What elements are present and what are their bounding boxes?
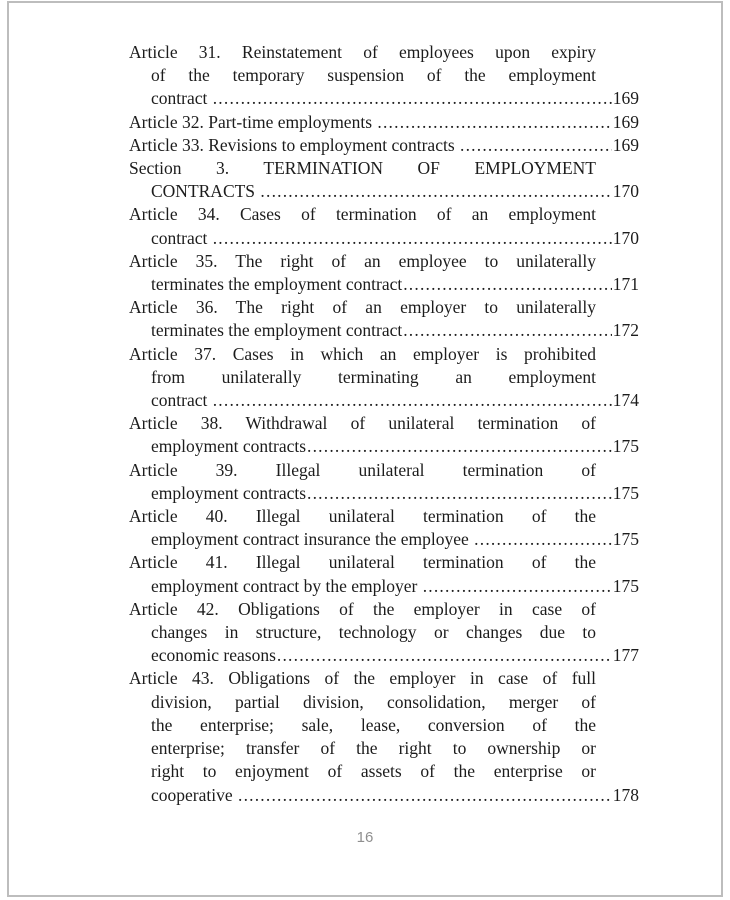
dot-leader: [307, 435, 612, 458]
toc-entry-line: changes in structure, technology or changes due to: [151, 622, 596, 643]
toc-entry-text: Article 33. Revisions to employment contracts: [129, 134, 460, 155]
toc-entry-line: Article 43. Obligations of the employer in case of full: [129, 668, 596, 689]
toc-entry-lastline: [129, 644, 639, 667]
toc-entry-text: terminates the employment contract: [151, 320, 403, 341]
toc-entry-line: division, partial division, consolidation, merger of: [151, 691, 596, 712]
toc-entry-text: terminates the employment contract: [151, 274, 403, 295]
toc-entry-text: employment contract insurance the employee: [151, 529, 474, 550]
toc-entry-text: Article 32. Part-time employments: [129, 111, 377, 132]
page-number-footer: 16: [356, 829, 374, 846]
toc-entry: [129, 134, 639, 157]
toc-page-number: 171: [612, 274, 639, 295]
toc-entry-line: Article 41. Illegal unilateral termination of the: [129, 552, 596, 573]
toc-entry-lastline: [129, 528, 639, 551]
document-page: [7, 1, 723, 897]
toc-entry: [129, 296, 639, 342]
toc-entry-line: Article 31. Reinstatement of employees upon expiry: [129, 42, 596, 62]
toc-entry-lastline: [129, 87, 639, 110]
dot-leader: [213, 389, 612, 412]
toc-entry-lastline: [129, 273, 639, 296]
toc-entry-lastline: [129, 482, 639, 505]
dot-leader: [238, 784, 612, 807]
toc-entry-lastline: [129, 784, 639, 807]
dot-leader: [403, 319, 612, 342]
toc-page-number: 175: [612, 482, 639, 503]
toc-entry-lastline: [129, 435, 639, 458]
toc-entry: [129, 41, 639, 111]
toc-entry: [129, 343, 639, 413]
toc-entry: [129, 157, 639, 203]
toc-entry-line: Article 42. Obligations of the employer in case of: [129, 598, 596, 619]
toc-entry-lastline: [129, 319, 639, 342]
toc-entry-text: employment contracts: [151, 482, 307, 503]
toc-entry: [129, 598, 639, 668]
toc-entry-line: Article 39. Illegal unilateral termination of: [129, 459, 596, 480]
dot-leader: [213, 87, 612, 110]
toc-page-number: 170: [612, 181, 639, 202]
toc-entry-text: contract: [151, 88, 212, 109]
dot-leader: [260, 180, 611, 203]
toc-entry-text: cooperative: [151, 784, 237, 805]
dot-leader: [403, 273, 612, 296]
toc-page-number: 172: [612, 320, 639, 341]
toc-page-number: 175: [612, 436, 639, 457]
toc-entry-text: contract: [151, 227, 212, 248]
toc-entry-line: right to enjoyment of assets of the enterprise or: [151, 761, 596, 782]
dot-leader: [460, 134, 612, 157]
toc-entry-lastline: [129, 575, 639, 598]
toc-entry: [129, 551, 639, 597]
dot-leader: [277, 644, 612, 667]
toc-page-number: 170: [612, 227, 639, 248]
toc-entry: [129, 667, 639, 806]
dot-leader: [377, 111, 611, 134]
toc-page-number: 174: [612, 390, 639, 411]
dot-leader: [474, 528, 612, 551]
toc-entry-line: the enterprise; sale, lease, conversion of the: [151, 714, 596, 735]
toc-entry-lastline: [129, 389, 639, 412]
toc-entry-line: from unilaterally terminating an employment: [151, 366, 596, 387]
toc-entry-line: Article 36. The right of an employer to unilaterally: [129, 297, 596, 318]
toc-entry: [129, 203, 639, 249]
toc-page-number: 175: [612, 529, 639, 550]
table-of-contents: [129, 41, 639, 807]
toc-page-number: 169: [612, 88, 639, 109]
toc-entry-text: CONTRACTS: [151, 181, 260, 202]
toc-entry: [129, 250, 639, 296]
toc-entry-line: Article 35. The right of an employee to unilaterally: [129, 250, 596, 271]
toc-entry-line: Article 37. Cases in which an employer is prohibited: [129, 343, 596, 364]
toc-entry-text: economic reasons: [151, 645, 276, 666]
toc-page-number: 177: [612, 645, 639, 666]
toc-entry-line: Article 38. Withdrawal of unilateral termination of: [129, 413, 596, 434]
toc-entry-lastline: [129, 180, 639, 203]
toc-entry: [129, 459, 639, 505]
toc-entry: [129, 412, 639, 458]
dot-leader: [423, 575, 612, 598]
toc-entry-lastline: [129, 227, 639, 250]
toc-page-number: 169: [612, 111, 639, 132]
toc-entry: [129, 111, 639, 134]
toc-entry-line: of the temporary suspension of the employment: [151, 65, 596, 86]
dot-leader: [307, 482, 612, 505]
toc-entry-line: enterprise; transfer of the right to ownership or: [151, 738, 596, 759]
toc-page-number: 178: [612, 784, 639, 805]
toc-entry-text: employment contracts: [151, 436, 307, 457]
toc-entry-text: contract: [151, 390, 212, 411]
toc-entry-text: employment contract by the employer: [151, 575, 422, 596]
toc-entry-lastline: [129, 134, 639, 157]
toc-entry-line: Article 34. Cases of termination of an employment: [129, 204, 596, 225]
toc-entry-line: Article 40. Illegal unilateral termination of the: [129, 506, 596, 527]
dot-leader: [213, 227, 612, 250]
toc-page-number: 169: [612, 134, 639, 155]
toc-entry-lastline: [129, 111, 639, 134]
toc-entry: [129, 505, 639, 551]
toc-entry-line: Section 3. TERMINATION OF EMPLOYMENT: [129, 158, 596, 179]
toc-page-number: 175: [612, 575, 639, 596]
